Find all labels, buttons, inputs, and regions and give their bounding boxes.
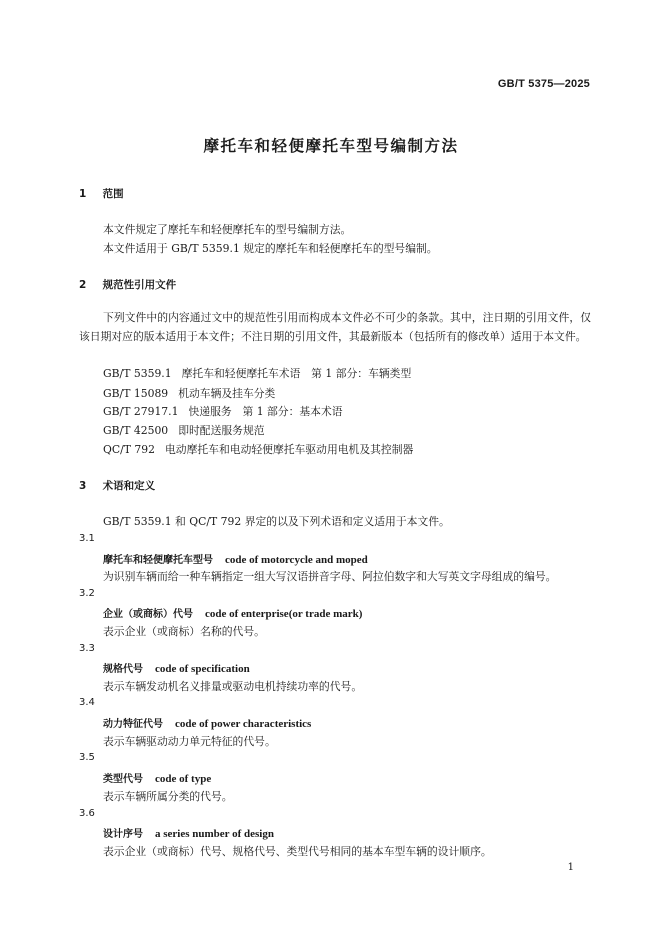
reference-item — [103, 366, 411, 381]
reference-code: GB/T 15089 — [103, 387, 169, 400]
term-en: code of enterprise(or trade mark) — [205, 608, 363, 620]
term-entry — [103, 770, 211, 785]
section-number: 3 — [79, 480, 87, 492]
section-3-heading — [79, 478, 155, 493]
term-zh: 企业（或商标）代号 — [103, 609, 193, 620]
term-en: a series number of design — [155, 828, 274, 840]
reference-title: 快递服务 第 1 部分：基本术语 — [188, 405, 343, 418]
term-definition: 表示企业（或商标）代号、规格代号、类型代号相同的基本车型车辆的设计顺序。 — [103, 845, 492, 858]
section-title: 规范性引用文件 — [102, 279, 177, 291]
document-title: 摩托车和轻便摩托车型号编制方法 — [203, 137, 459, 155]
term-entry — [103, 715, 311, 730]
section-title: 术语和定义 — [102, 480, 156, 492]
term-number: 3.5 — [79, 752, 95, 763]
term-en: code of power characteristics — [175, 718, 312, 730]
standard-number: GB/T 5375—2025 — [497, 78, 590, 90]
reference-code: GB/T 42500 — [103, 424, 169, 437]
reference-title: 电动摩托车和电动轻便摩托车驱动用电机及其控制器 — [165, 443, 414, 456]
term-zh: 动力特征代号 — [103, 719, 163, 730]
paragraph: 本文件适用于 GB/T 5359.1 规定的摩托车和轻便摩托车的型号编制。 — [103, 242, 438, 255]
term-zh: 设计序号 — [103, 829, 143, 840]
reference-code: GB/T 5359.1 — [103, 367, 172, 380]
page-number: 1 — [567, 862, 574, 873]
term-definition: 表示车辆所属分类的代号。 — [103, 790, 233, 803]
term-definition: 表示车辆发动机名义排量或驱动电机持续功率的代号。 — [103, 680, 363, 693]
section-number: 1 — [79, 188, 87, 200]
term-zh: 类型代号 — [103, 774, 143, 785]
reference-code: QC/T 792 — [103, 443, 155, 456]
section-2-heading — [79, 277, 176, 292]
reference-item — [103, 386, 275, 401]
term-zh: 摩托车和轻便摩托车型号 — [103, 555, 213, 566]
term-entry — [103, 660, 250, 675]
term-number: 3.2 — [79, 588, 95, 599]
term-number: 3.4 — [79, 697, 95, 708]
term-en: code of specification — [155, 663, 250, 675]
reference-code: GB/T 27917.1 — [103, 405, 179, 418]
reference-title: 即时配送服务规范 — [178, 424, 265, 437]
term-zh: 规格代号 — [103, 664, 143, 675]
section-number: 2 — [79, 279, 87, 291]
paragraph: GB/T 5359.1 和 QC/T 792 界定的以及下列术语和定义适用于本文件。 — [103, 515, 450, 528]
reference-item — [103, 423, 265, 438]
paragraph: 本文件规定了摩托车和轻便摩托车的型号编制方法。 — [103, 223, 352, 236]
term-en: code of motorcycle and moped — [225, 554, 368, 566]
term-number: 3.1 — [79, 533, 95, 544]
reference-title: 机动车辆及挂车分类 — [178, 387, 276, 400]
reference-title: 摩托车和轻便摩托车术语 第 1 部分：车辆类型 — [181, 367, 412, 380]
term-en: code of type — [155, 773, 212, 785]
reference-item — [103, 442, 413, 457]
term-definition: 为识别车辆而给一种车辆指定一组大写汉语拼音字母、阿拉伯数字和大写英文字母组成的编号。 — [103, 570, 557, 583]
term-definition: 表示车辆驱动动力单元特征的代号。 — [103, 735, 276, 748]
term-number: 3.3 — [79, 643, 95, 654]
term-definition: 表示企业（或商标）名称的代号。 — [103, 625, 265, 638]
term-entry — [103, 605, 362, 620]
term-number: 3.6 — [79, 808, 95, 819]
reference-item — [103, 404, 343, 419]
term-entry — [103, 551, 368, 566]
term-entry — [103, 825, 274, 840]
section-title: 范围 — [102, 188, 124, 200]
section-1-heading — [79, 186, 124, 201]
paragraph: 下列文件中的内容通过文中的规范性引用而构成本文件必不可少的条款。其中，注日期的引用文件，仅该日期对应的版本适用于本文件；不注日期的引用文件，其最新版本（包括所有的修改单）适用于本文件。 — [79, 311, 591, 343]
